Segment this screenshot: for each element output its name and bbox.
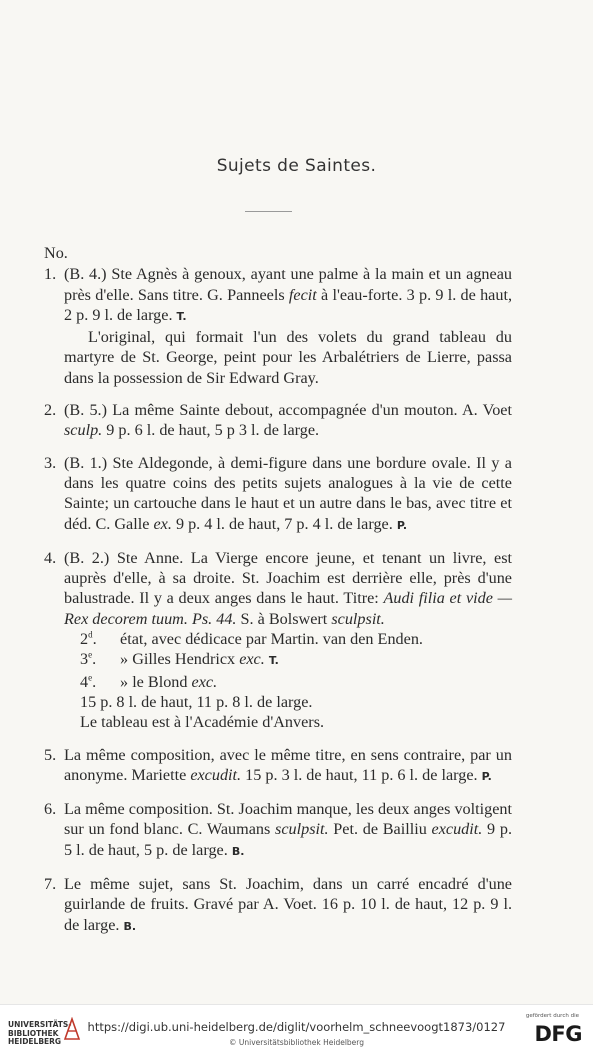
catalogue-entry xyxy=(44,874,512,937)
entry-note: Le tableau est à l'Académie d'Anvers. xyxy=(80,713,325,732)
collection-mark: B. xyxy=(123,919,137,933)
entry-description: (B. 2.) Ste Anne. La Vierge encore jeune, et tenant un livre, est auprès d'elle, à sa droite. St. Joachim est derrière elle, près d'une balustrade. Il y a deux anges dans le haut. Titre: Audi filia et vide — Rex decorem tuum. Ps. 44. S. à Bolswert sculpsit. xyxy=(64,548,512,628)
title-rule xyxy=(245,211,292,212)
catalogue-entry xyxy=(44,548,512,733)
catalogue-entry xyxy=(44,799,512,862)
number-column-label: No. xyxy=(44,244,68,262)
funding-note: gefördert durch die xyxy=(525,1013,579,1019)
entry-note: L'original, qui formait l'un des volets du grand tableau du martyre de St. George, peint pour les Arbalétriers de Lierre, passa dans la possession de Sir Edward Gray. xyxy=(64,328,512,387)
copyright-notice: © Universitätsbibliothek Heidelberg xyxy=(228,1038,364,1047)
entry-dimensions: 15 p. 8 l. de haut, 11 p. 8 l. de large. xyxy=(80,692,313,711)
entry-number: 1. xyxy=(44,265,57,284)
entry-number: 2. xyxy=(44,401,57,420)
collection-mark: P. xyxy=(396,518,408,532)
catalogue-entry xyxy=(44,400,512,441)
collection-mark: T. xyxy=(176,309,187,323)
entry-description: (B. 1.) Ste Aldegonde, à demi-figure dans une bordure ovale. Il y a dans les quatre coins des petits sujets analogues à la vie de cette Sainte; un cartouche dans le haut et un autre dans le bas, avec titre et déd. C. Galle ex. 9 p. 4 l. de haut, 7 p. 4 l. de large. P. xyxy=(64,453,512,533)
catalogue-text xyxy=(44,243,512,949)
catalogue-entry xyxy=(44,264,512,388)
catalogue-entry xyxy=(44,453,512,536)
print-state: 3e. » Gilles Hendricx exc. T. xyxy=(80,649,279,669)
dfg-logo[interactable]: DFG xyxy=(534,1022,582,1046)
entry-description: (B. 5.) La même Sainte debout, accompagnée d'un mouton. A. Voet sculp. 9 p. 6 l. de haut, 5 p 3 l. de large. xyxy=(64,401,512,440)
entry-description: La même composition. St. Joachim manque, les deux anges voltigent sur un fond blanc. C. Waumans sculpsit. Pet. de Bailliu excudit. 9 p. 5 l. de haut, 5 p. de large. B. xyxy=(64,800,513,859)
entry-number: 3. xyxy=(44,453,57,472)
catalogue-entry xyxy=(44,745,512,788)
permalink-url[interactable]: https://digi.ub.uni-heidelberg.de/diglit/voorhelm_schneevoogt1873/0127 xyxy=(87,1020,506,1034)
entry-description: (B. 4.) Ste Agnès à genoux, ayant une palme à la main et un agneau près d'elle. Sans titre. G. Panneels fecit à l'eau-forte. 3 p. 9 l. de haut, 2 p. 9 l. de large. T. xyxy=(64,265,512,324)
collection-mark: T. xyxy=(268,654,279,668)
entry-description: La même composition, avec le même titre, en sens contraire, par un anonyme. Mariette excudit. 15 p. 3 l. de haut, 11 p. 6 l. de large. P. xyxy=(64,745,512,784)
print-state: 2$^d$. état, avec dédicace par Martin. van den Enden. xyxy=(80,629,423,649)
collection-mark: P. xyxy=(481,769,492,783)
university-library-logo[interactable]: UNIVERSITÄTS- BIBLIOTHEK HEIDELBERG xyxy=(8,1020,72,1046)
page-title: Sujets de Saintes. xyxy=(216,156,377,176)
entry-number: 7. xyxy=(44,875,57,894)
entry-number: 4. xyxy=(44,548,57,567)
print-state: 4e. » le Blond exc. xyxy=(80,672,218,691)
digitization-footer xyxy=(0,1004,593,1052)
entry-number: 5. xyxy=(44,745,57,764)
entry-number: 6. xyxy=(44,800,57,819)
collection-mark: B. xyxy=(231,844,245,858)
entry-description: Le même sujet, sans St. Joachim, dans un carré encadré d'une guirlande de fruits. Gravé par A. Voet. 16 p. 10 l. de haut, 12 p. 9 l. de large. B. xyxy=(64,875,512,934)
